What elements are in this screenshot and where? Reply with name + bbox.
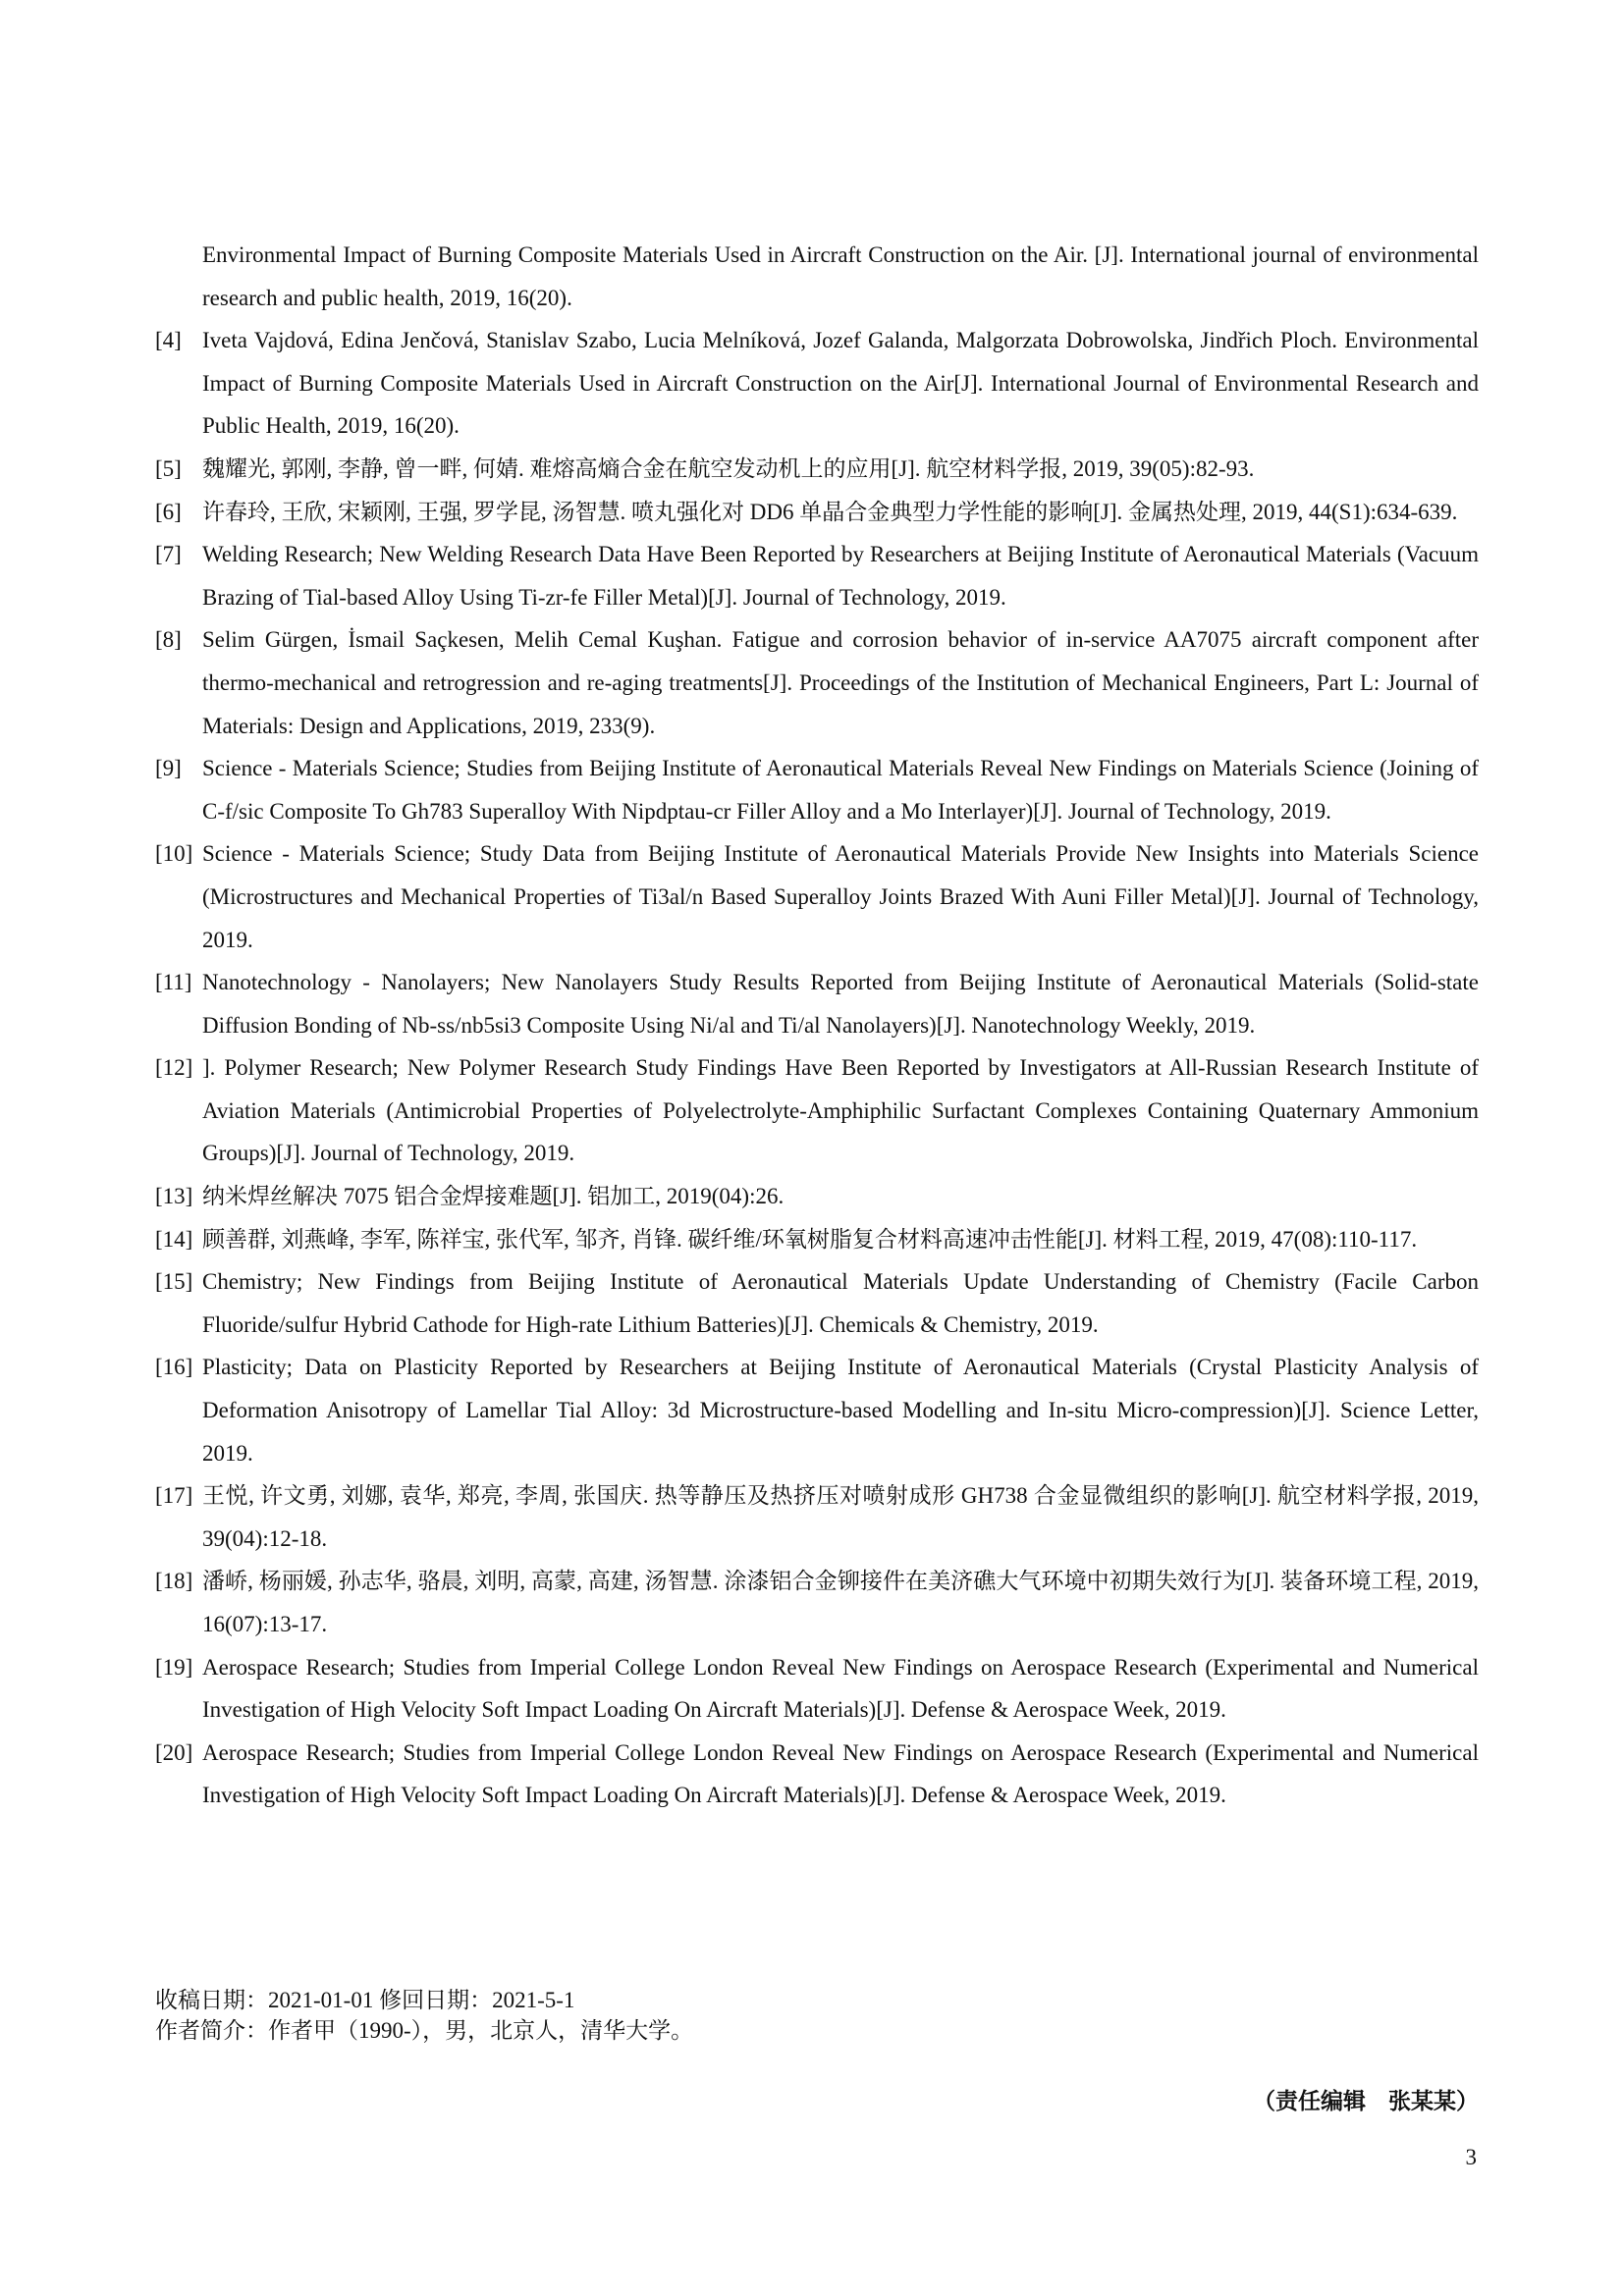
reference-item bbox=[155, 533, 1479, 618]
reference-item bbox=[155, 1046, 1479, 1175]
reference-number: [17] bbox=[155, 1483, 193, 1509]
reference-number: [14] bbox=[155, 1226, 193, 1252]
reference-number: [7] bbox=[155, 542, 182, 567]
reference-item bbox=[155, 319, 1479, 448]
reference-number: [10] bbox=[155, 841, 193, 867]
reference-item bbox=[155, 491, 1479, 534]
reference-text: Science - Materials Science; Study Data from Beijing Institute of Aeronautical Materials Provide New Insights into Materials Science (Microstructures and Mechanical Properties of Ti3al/n Based Superalloy Joints Brazed With Auni Filler Metal)[J]. Journal of Technology, 2019. bbox=[202, 841, 1479, 952]
article-footer bbox=[155, 1985, 1479, 2046]
reference-item bbox=[155, 1218, 1479, 1261]
reference-number: [15] bbox=[155, 1269, 193, 1295]
reference-text: Aerospace Research; Studies from Imperial College London Reveal New Findings on Aerospace Research (Experimental and Numerical Investigation of High Velocity Soft Impact Loading On Aircraft Materials)[J]. Defense & Aerospace Week, 2019. bbox=[202, 1654, 1479, 1723]
reference-text: ]. Polymer Research; New Polymer Research Study Findings Have Been Reported by Investigators at All-Russian Research Institute of Aviation Materials (Antimicrobial Properties of Polyelectrolyte-Amphiphilic Surfactant Complexes Containing Quaternary Ammonium Groups)[J]. Journal of Technology, 2019. bbox=[202, 1055, 1479, 1166]
reference-item bbox=[155, 747, 1479, 832]
reference-text: Plasticity; Data on Plasticity Reported by Researchers at Beijing Institute of Aeronautical Materials (Crystal Plasticity Analysis of Deformation Anisotropy of Lamellar Tial Alloy: 3d Microstructure-based Modelling and In-situ Micro-compression)[J]. Science Letter, 2019. bbox=[202, 1355, 1479, 1466]
reference-number: [11] bbox=[155, 970, 192, 995]
reference-number: [4] bbox=[155, 328, 182, 353]
responsible-editor: （责任编辑 张某某） bbox=[1253, 2089, 1479, 2113]
reference-text: Welding Research; New Welding Research Data Have Been Reported by Researchers at Beijing Institute of Aeronautical Materials (Vacuum Brazing of Tial-based Alloy Using Ti-zr-fe Filler Metal)[J]. Journal of Technology, 2019. bbox=[202, 542, 1479, 610]
reference-text: Iveta Vajdová, Edina Jenčová, Stanislav Szabo, Lucia Melníková, Jozef Galanda, Malgorzata Dobrowolska, Jindřich Ploch. Environmental Impact of Burning Composite Materials Used in Aircraft Construction on the Air[J]. International Journal of Environmental Research and Public Health, 2019, 16(20). bbox=[202, 328, 1479, 439]
reference-text: 纳米焊丝解决 7075 铝合金焊接难题[J]. 铝加工, 2019(04):26. bbox=[202, 1184, 785, 1209]
reference-text: Nanotechnology - Nanolayers; New Nanolayers Study Results Reported from Beijing Institute of Aeronautical Materials (Solid-state Diffusion Bonding of Nb-ss/nb5si3 Composite Using Ni/al and Ti/al Nanolayers)[J]. Nanotechnology Weekly, 2019. bbox=[202, 970, 1479, 1038]
reference-item bbox=[155, 1646, 1479, 1732]
reference-item bbox=[155, 1175, 1479, 1218]
reference-item bbox=[155, 1732, 1479, 1817]
reference-item bbox=[155, 448, 1479, 491]
reference-number: [19] bbox=[155, 1654, 193, 1680]
reference-number: [6] bbox=[155, 499, 182, 524]
reference-text: 潘峤, 杨丽媛, 孙志华, 骆晨, 刘明, 高蒙, 高建, 汤智慧. 涂漆铝合金铆接件在美济礁大气环境中初期失效行为[J]. 装备环境工程, 2019, 16(07):13-17. bbox=[202, 1569, 1479, 1636]
reference-number: [12] bbox=[155, 1055, 193, 1081]
reference-text: 许春玲, 王欣, 宋颖刚, 王强, 罗学昆, 汤智慧. 喷丸强化对 DD6 单晶合金典型力学性能的影响[J]. 金属热处理, 2019, 44(S1):634-639. bbox=[202, 499, 1458, 524]
reference-item bbox=[155, 1474, 1479, 1560]
reference-item bbox=[155, 234, 1479, 319]
received-revised-dates: 收稿日期：2021-01-01 修回日期：2021-5-1 bbox=[155, 1988, 575, 2012]
reference-text: Science - Materials Science; Studies from Beijing Institute of Aeronautical Materials Reveal New Findings on Materials Science (Joining of C-f/sic Composite To Gh783 Superalloy With Nipdptau-cr Filler Alloy and a Mo Interlayer)[J]. Journal of Technology, 2019. bbox=[202, 756, 1479, 824]
reference-number: [20] bbox=[155, 1739, 193, 1765]
reference-text: 顾善群, 刘燕峰, 李军, 陈祥宝, 张代军, 邹齐, 肖锋. 碳纤维/环氧树脂复合材料高速冲击性能[J]. 材料工程, 2019, 47(08):110-117. bbox=[202, 1226, 1418, 1252]
reference-item bbox=[155, 1560, 1479, 1645]
reference-text: Aerospace Research; Studies from Imperial College London Reveal New Findings on Aerospace Research (Experimental and Numerical Investigation of High Velocity Soft Impact Loading On Aircraft Materials)[J]. Defense & Aerospace Week, 2019. bbox=[202, 1739, 1479, 1808]
reference-item bbox=[155, 961, 1479, 1046]
author-bio: 作者简介：作者甲（1990-），男，北京人，清华大学。 bbox=[155, 2018, 694, 2043]
reference-text: Environmental Impact of Burning Composite Materials Used in Aircraft Construction on the Air. [J]. International journal of environmental research and public health, 2019, 16(20). bbox=[202, 242, 1479, 310]
reference-item bbox=[155, 618, 1479, 747]
reference-text: Selim Gürgen, İsmail Saçkesen, Melih Cemal Kuşhan. Fatigue and corrosion behavior of in-service AA7075 aircraft component after thermo-mechanical and retrogression and re-aging treatments[J]. Proceedings of the Institution of Mechanical Engineers, Part L: Journal of Materials: Design and Applications, 2019, 233(9). bbox=[202, 627, 1479, 738]
reference-list bbox=[155, 234, 1479, 1817]
reference-text: 魏耀光, 郭刚, 李静, 曾一畔, 何婧. 难熔高熵合金在航空发动机上的应用[J]. 航空材料学报, 2019, 39(05):82-93. bbox=[202, 455, 1255, 481]
page-number: 3 bbox=[1465, 2145, 1477, 2169]
reference-item bbox=[155, 832, 1479, 961]
reference-number: [8] bbox=[155, 627, 182, 653]
reference-item bbox=[155, 1260, 1479, 1346]
reference-number: [9] bbox=[155, 756, 182, 781]
reference-number: [18] bbox=[155, 1569, 193, 1594]
reference-item bbox=[155, 1346, 1479, 1474]
reference-number: [13] bbox=[155, 1184, 193, 1209]
reference-number: [16] bbox=[155, 1355, 193, 1380]
reference-number: [5] bbox=[155, 455, 182, 481]
reference-text: Chemistry; New Findings from Beijing Institute of Aeronautical Materials Update Understanding of Chemistry (Facile Carbon Fluoride/sulfur Hybrid Cathode for High-rate Lithium Batteries)[J]. Chemicals & Chemistry, 2019. bbox=[202, 1269, 1479, 1337]
reference-text: 王悦, 许文勇, 刘娜, 袁华, 郑亮, 李周, 张国庆. 热等静压及热挤压对喷射成形 GH738 合金显微组织的影响[J]. 航空材料学报, 2019, 39(04):12-18. bbox=[202, 1483, 1479, 1551]
